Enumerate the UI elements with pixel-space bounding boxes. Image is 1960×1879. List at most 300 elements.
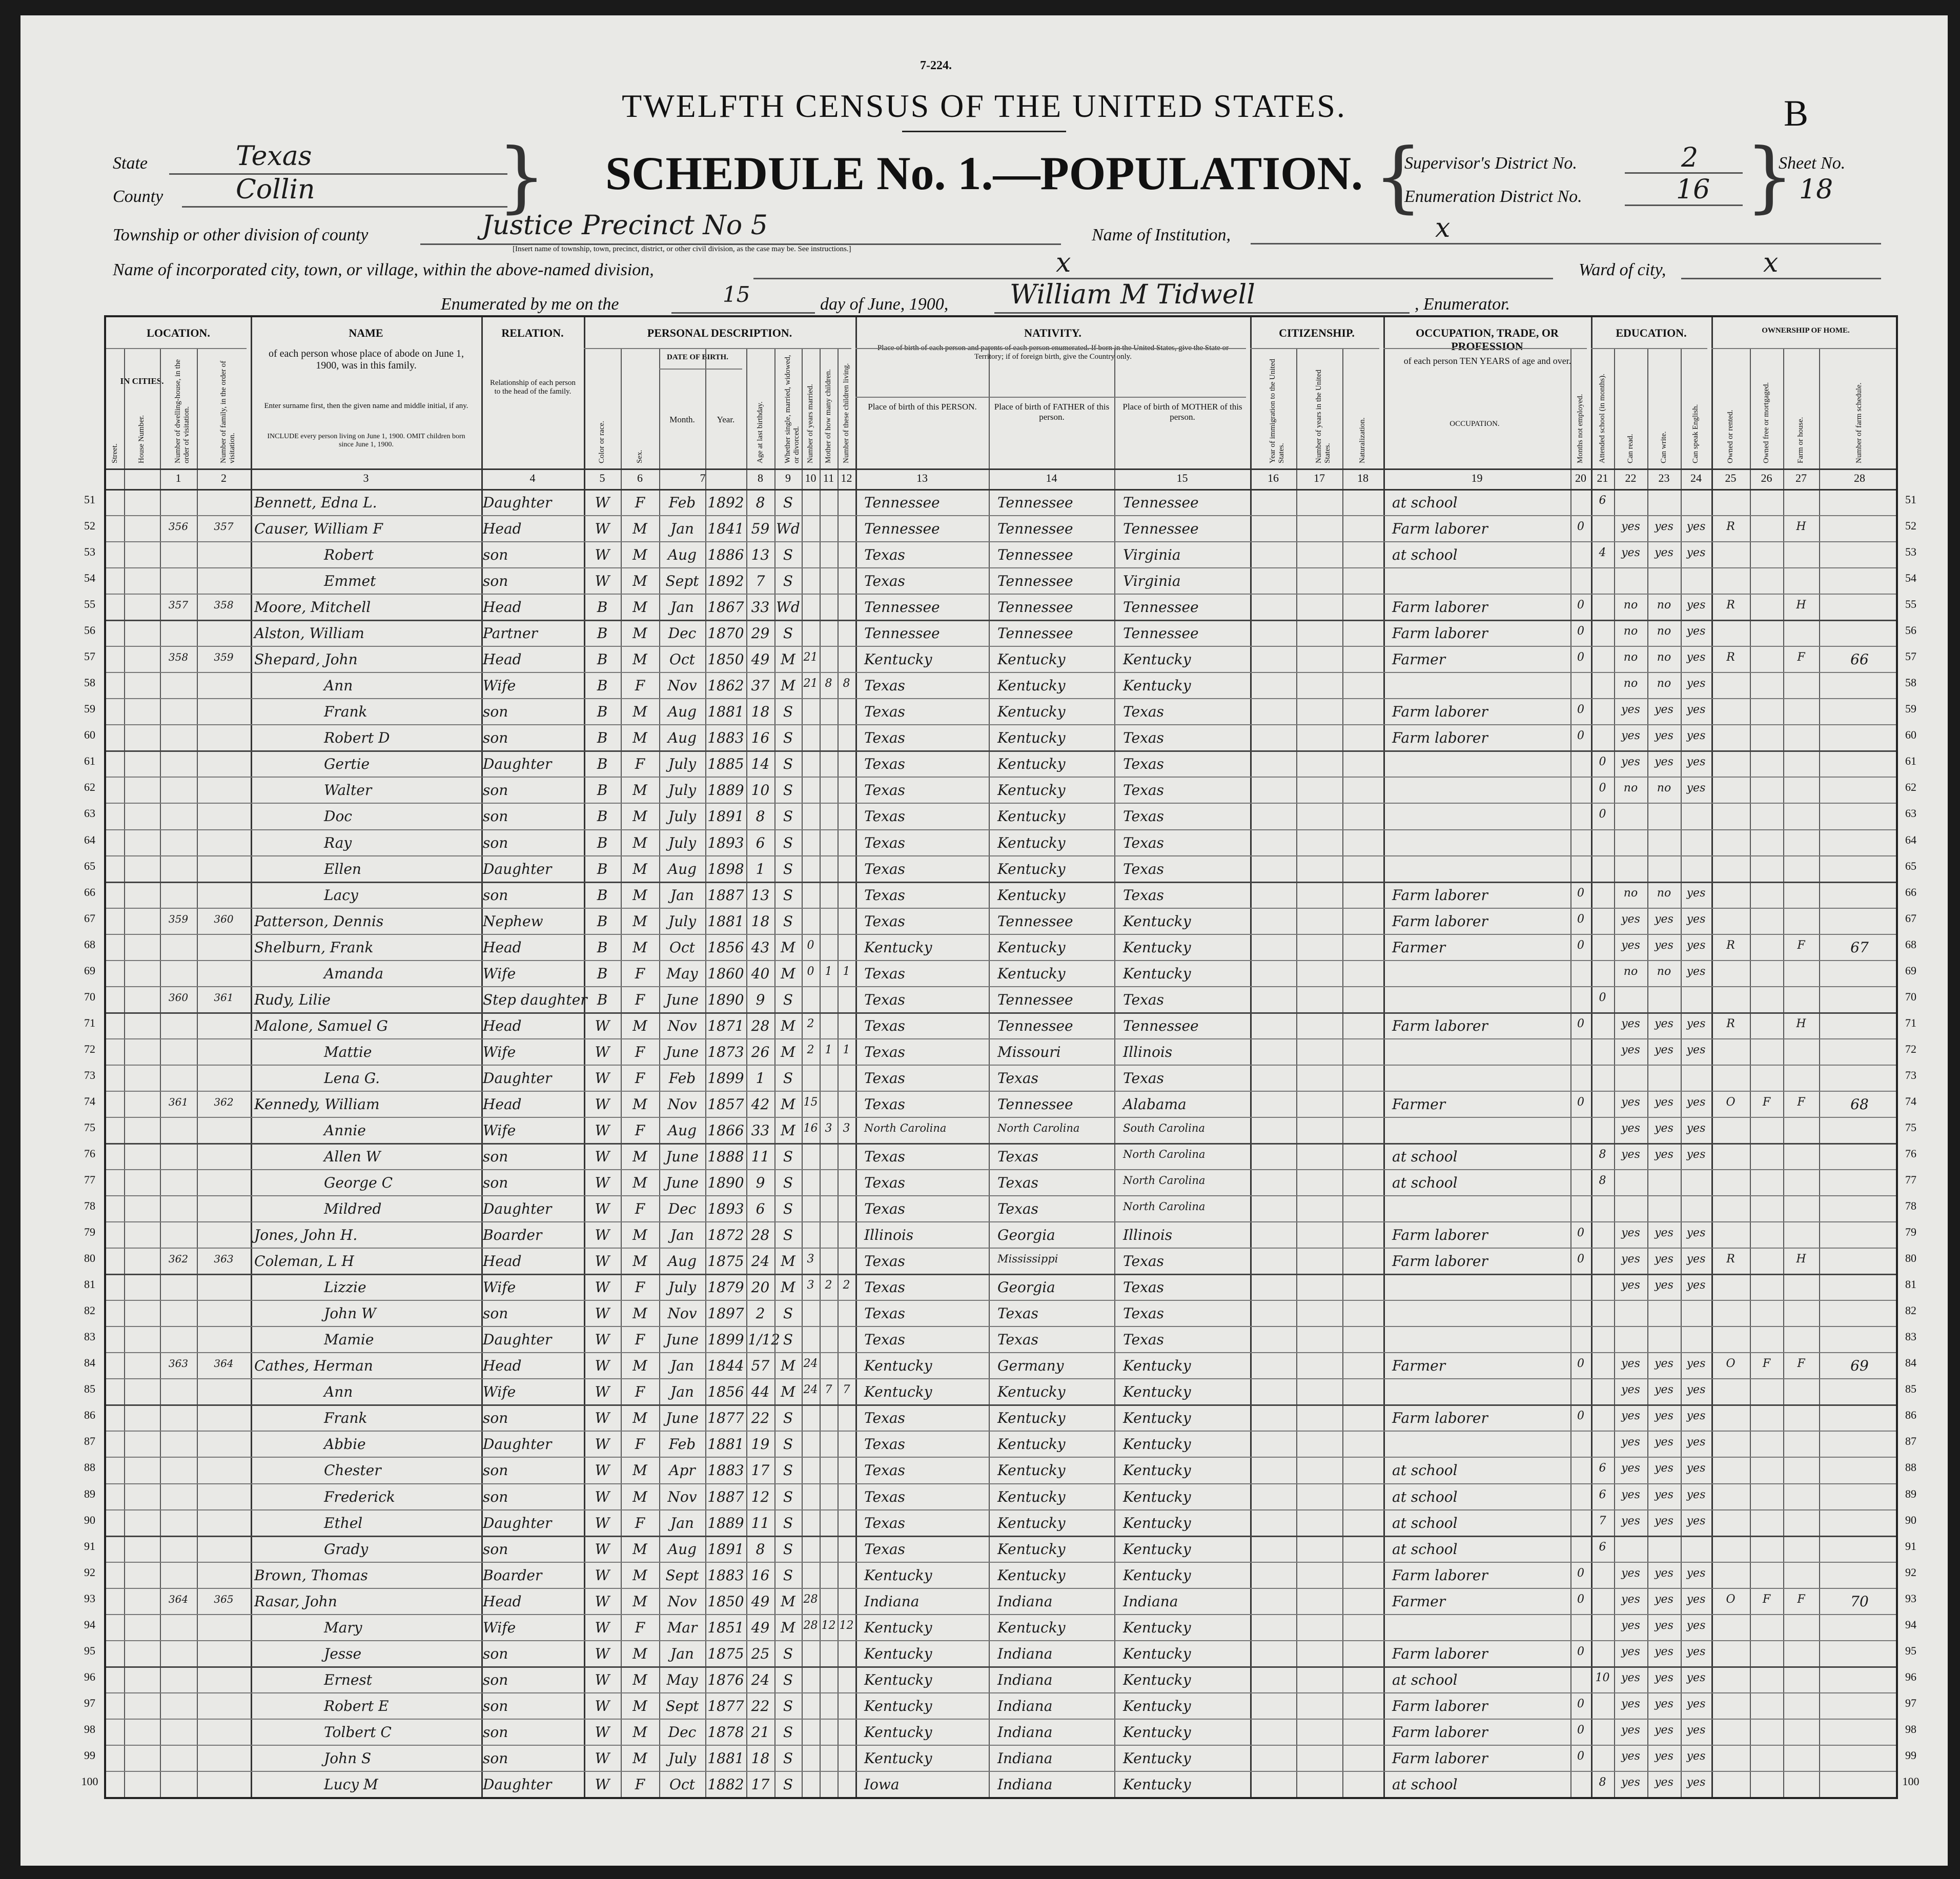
header-divider [1250, 348, 1379, 349]
relation: Wife [483, 1383, 516, 1401]
birthplace-person: Kentucky [864, 1697, 932, 1714]
color-race: W [595, 1357, 610, 1375]
occupation: at school [1392, 1148, 1458, 1165]
can-speak-english: yes [1686, 1723, 1706, 1737]
farm-or-house [1785, 913, 1818, 936]
vertical-label-street: Street. [110, 443, 119, 463]
can-write: yes [1655, 755, 1673, 769]
column-number: 27 [1795, 472, 1807, 484]
children-living: 12 [839, 1619, 854, 1632]
marital-status: S [783, 1305, 793, 1322]
color-race: B [597, 625, 608, 642]
birth-year: 1871 [707, 1017, 744, 1034]
relation: Head [483, 1017, 522, 1034]
marital-status: S [783, 625, 793, 642]
owned-rented [1713, 1645, 1748, 1668]
dwelling-number [161, 1567, 195, 1590]
dwelling-number: 359 [168, 912, 189, 925]
marital-status: S [783, 755, 793, 773]
owned-free-mortgaged [1751, 1044, 1782, 1067]
children-living [839, 520, 854, 543]
farm-schedule-number [1821, 834, 1898, 857]
table-row [106, 1457, 1900, 1483]
row-number-left: 80 [84, 1252, 95, 1265]
can-read: yes [1621, 1619, 1640, 1632]
birthplace-father: Indiana [997, 1749, 1053, 1767]
birthplace-person: Texas [864, 546, 905, 564]
row-number-left: 81 [84, 1278, 95, 1291]
birthplace-mother: Texas [1123, 755, 1164, 773]
birth-month: June [666, 1174, 699, 1192]
can-speak-english: yes [1686, 938, 1706, 952]
years-married [803, 1410, 818, 1433]
birth-month: Sept [665, 1566, 699, 1584]
row-number-left: 88 [84, 1461, 95, 1474]
birthplace-person: Texas [864, 1540, 905, 1558]
color-race: W [595, 1723, 610, 1741]
color-race: W [595, 1488, 610, 1505]
sex: M [632, 1357, 647, 1375]
row-number-right: 54 [1905, 571, 1916, 585]
school-months: 10 [1595, 1671, 1610, 1684]
children-living: 7 [843, 1383, 850, 1397]
children-living [839, 1096, 854, 1119]
children-born: 3 [825, 1121, 832, 1135]
children-born [821, 1357, 836, 1380]
school-months [1592, 1619, 1612, 1642]
occupation [1385, 573, 1576, 596]
farm-schedule-number [1821, 887, 1898, 910]
table-row [106, 620, 1900, 646]
row-number-left: 99 [84, 1748, 95, 1762]
row-number-left: 96 [84, 1670, 95, 1683]
family-number [198, 861, 249, 884]
school-months: 0 [1599, 991, 1606, 1004]
can-write: no [1657, 886, 1671, 900]
birthplace-person: Texas [864, 1331, 905, 1349]
birthplace-mother: Texas [1123, 1305, 1164, 1322]
birthplace-mother: Kentucky [1123, 1436, 1191, 1453]
owned-rented [1713, 913, 1748, 936]
row-number-right: 79 [1905, 1226, 1916, 1239]
months-unemployed [1572, 834, 1589, 857]
years-married [803, 546, 818, 569]
can-write [1649, 1331, 1679, 1354]
person-name: Mamie [324, 1331, 374, 1349]
can-read: yes [1621, 729, 1640, 743]
brace-left: } [497, 132, 546, 221]
school-months [1592, 651, 1612, 674]
family-number [198, 755, 249, 779]
can-write [1649, 1070, 1679, 1093]
birthplace-mother: Kentucky [1123, 651, 1191, 668]
dwelling-number [161, 782, 195, 805]
birthplace-father: Indiana [997, 1671, 1053, 1688]
person-name: Robert [324, 546, 374, 564]
birthplace-father: Tennessee [997, 912, 1073, 930]
children-living: 1 [843, 965, 850, 978]
can-write: no [1657, 651, 1671, 664]
birth-month: Feb [668, 494, 696, 511]
state-label: State [113, 154, 148, 173]
family-number [198, 1776, 249, 1799]
farm-or-house [1785, 1567, 1818, 1590]
can-speak-english: yes [1686, 886, 1706, 900]
birth-month: Mar [667, 1619, 698, 1636]
column-number: 23 [1658, 472, 1670, 484]
can-write: yes [1655, 1043, 1673, 1056]
can-read: yes [1621, 1462, 1640, 1475]
owned-rented [1713, 1776, 1748, 1799]
family-number [198, 1410, 249, 1433]
table-row [106, 489, 1900, 515]
relation: son [483, 808, 508, 825]
school-months: 6 [1599, 1540, 1606, 1554]
relation: Head [483, 599, 522, 616]
months-unemployed: 0 [1577, 886, 1584, 900]
can-read: yes [1621, 1671, 1640, 1684]
state-line [169, 148, 507, 175]
row-number-left: 55 [84, 598, 95, 611]
owned-free-mortgaged [1751, 494, 1782, 517]
birth-year: 1885 [707, 755, 744, 773]
school-months [1592, 599, 1612, 622]
months-unemployed [1572, 808, 1589, 831]
school-months [1592, 1044, 1612, 1067]
age: 1/12 [748, 1331, 780, 1349]
months-unemployed: 0 [1577, 1410, 1584, 1423]
vertical-label-can-write: Can write. [1659, 431, 1668, 463]
age: 33 [751, 1121, 770, 1139]
birthplace-mother: Illinois [1123, 1043, 1173, 1060]
can-write [1649, 1174, 1679, 1197]
family-number: 358 [214, 599, 234, 611]
dwelling-number [161, 965, 195, 988]
color-race: W [595, 1069, 610, 1087]
color-race: W [595, 1436, 610, 1453]
relation: Wife [483, 965, 516, 982]
birthplace-person: Texas [864, 912, 905, 930]
birthplace-person: Kentucky [864, 1723, 932, 1741]
relation: Head [483, 1095, 522, 1113]
table-row [106, 567, 1900, 594]
months-unemployed: 0 [1577, 1749, 1584, 1763]
birthplace-mother: South Carolina [1123, 1121, 1205, 1134]
owned-free-mortgaged [1751, 651, 1782, 674]
months-unemployed: 0 [1577, 1357, 1584, 1371]
person-name: Shepard, John [254, 651, 358, 668]
children-born [821, 729, 836, 752]
row-number-left: 94 [84, 1618, 95, 1631]
table-row [106, 1692, 1900, 1719]
birthplace-father: Kentucky [997, 1410, 1066, 1427]
school-months [1592, 1096, 1612, 1119]
can-read [1616, 573, 1646, 596]
owned-rented [1713, 834, 1748, 857]
owned-rented: R [1726, 520, 1735, 534]
birthplace-person: Kentucky [864, 1357, 932, 1375]
age: 8 [756, 494, 765, 511]
marital-status: M [781, 1619, 795, 1636]
can-speak-english: yes [1686, 1592, 1706, 1606]
dwelling-number [161, 1515, 195, 1538]
ward-line [1681, 255, 1881, 279]
family-number [198, 625, 249, 648]
color-race: W [595, 1566, 610, 1584]
dwelling-number [161, 1724, 195, 1747]
years-married [803, 625, 818, 648]
can-read: yes [1621, 1514, 1640, 1527]
can-write [1649, 834, 1679, 857]
age: 44 [751, 1383, 770, 1401]
person-name: Doc [324, 808, 352, 825]
children-living: 2 [843, 1279, 850, 1292]
row-number-left: 72 [84, 1042, 95, 1055]
relation: son [483, 573, 508, 590]
farm-schedule-number: 66 [1850, 651, 1869, 668]
relation: Step daughter [483, 991, 587, 1008]
farm-or-house [1785, 965, 1818, 988]
owned-rented [1713, 1279, 1748, 1302]
table-row [106, 1562, 1900, 1588]
marital-status: S [783, 1671, 793, 1688]
dwelling-number [161, 834, 195, 857]
sex: F [635, 991, 645, 1008]
can-write: yes [1655, 1357, 1673, 1371]
birthplace-father: Tennessee [997, 520, 1073, 538]
sex: F [635, 494, 645, 511]
marital-status: S [783, 1566, 793, 1584]
birthplace-mother: Virginia [1123, 546, 1181, 564]
birth-year: 1881 [707, 1749, 744, 1767]
birth-month: July [668, 1279, 697, 1296]
family-number [198, 729, 249, 752]
children-living: 3 [843, 1121, 850, 1135]
birthplace-person: Texas [864, 860, 905, 877]
can-write: yes [1655, 1749, 1673, 1763]
years-married: 21 [803, 651, 818, 664]
birth-month: July [668, 782, 697, 799]
person-name: Lena G. [324, 1069, 380, 1087]
column-number: 10 [805, 472, 816, 484]
row-number-right: 64 [1905, 833, 1916, 846]
sex: M [632, 1749, 647, 1767]
occupation: at school [1392, 1671, 1458, 1688]
dwelling-number [161, 1331, 195, 1354]
column-number: 20 [1575, 472, 1586, 484]
farm-or-house [1785, 573, 1818, 596]
column-number: 28 [1854, 472, 1865, 484]
birth-mother-label: Place of birth of MOTHER of this person. [1122, 402, 1242, 422]
occupation: at school [1392, 1540, 1458, 1558]
children-living [839, 1017, 854, 1040]
owned-rented [1713, 494, 1748, 517]
farm-schedule-number [1821, 1383, 1898, 1406]
can-write: yes [1655, 1566, 1673, 1580]
name-include: INCLUDE every person living on June 1, 1900. OMIT children born since June 1, 1900. [267, 433, 465, 449]
relation: Daughter [483, 1200, 552, 1218]
years-married [803, 494, 818, 517]
years-married: 28 [803, 1619, 818, 1632]
owned-rented [1713, 808, 1748, 831]
sex: F [635, 1619, 645, 1636]
person-name: Mattie [324, 1043, 372, 1060]
can-speak-english [1682, 1305, 1710, 1328]
birthplace-mother: Tennessee [1123, 1017, 1199, 1034]
marital-status: M [781, 677, 795, 695]
owned-rented [1713, 1541, 1748, 1564]
age: 9 [756, 991, 765, 1008]
birth-month: Jan [670, 1645, 694, 1662]
can-speak-english: yes [1686, 520, 1706, 534]
months-unemployed [1572, 861, 1589, 884]
age: 59 [751, 520, 770, 538]
years-married [803, 887, 818, 910]
row-number-right: 85 [1905, 1382, 1916, 1396]
row-number-right: 99 [1905, 1748, 1916, 1762]
family-number: 364 [214, 1357, 234, 1370]
row-number-right: 71 [1905, 1016, 1916, 1029]
birthplace-mother: Kentucky [1123, 1357, 1191, 1375]
birthplace-father: Kentucky [997, 834, 1066, 851]
marital-status: S [783, 912, 793, 930]
row-number-right: 63 [1905, 807, 1916, 820]
children-born [821, 939, 836, 962]
months-unemployed [1572, 1541, 1589, 1564]
owned-free-mortgaged [1751, 755, 1782, 779]
children-born: 1 [825, 965, 832, 978]
vertical-label-dwelling: Number of dwelling-house, in the order of visitation. [174, 359, 191, 463]
birth-year: 1877 [707, 1410, 744, 1427]
birth-month: Aug [667, 546, 697, 564]
birthplace-person: Texas [864, 886, 905, 904]
owned-free-mortgaged [1751, 1122, 1782, 1145]
family-number [198, 1436, 249, 1459]
enum-by-label: Enumerated by me on the [441, 295, 619, 314]
table-row [106, 1221, 1900, 1248]
farm-or-house [1785, 494, 1818, 517]
birthplace-mother: Virginia [1123, 573, 1181, 590]
occupation [1385, 1436, 1576, 1459]
owned-rented [1713, 755, 1748, 779]
relation: Wife [483, 1279, 516, 1296]
sex: M [632, 729, 647, 747]
name-desc: of each person whose place of abode on June 1, 1900, was in this family. [269, 348, 464, 371]
person-name: Ray [324, 834, 352, 851]
family-number [198, 1515, 249, 1538]
table-row [106, 541, 1900, 567]
age: 49 [751, 1619, 770, 1636]
farm-or-house: F [1797, 1357, 1805, 1371]
birthplace-father: Kentucky [997, 729, 1066, 747]
can-speak-english: yes [1686, 1749, 1706, 1763]
birth-month: July [668, 755, 697, 773]
children-living [839, 1410, 854, 1433]
farm-or-house [1785, 1515, 1818, 1538]
can-speak-english: yes [1686, 1148, 1706, 1161]
farm-or-house [1785, 1200, 1818, 1223]
birthplace-father: Indiana [997, 1697, 1053, 1714]
family-number [198, 1541, 249, 1564]
birth-month: Aug [667, 703, 697, 721]
table-row [106, 1640, 1900, 1666]
color-race: B [597, 782, 608, 799]
column-number: 5 [599, 472, 605, 484]
family-number [198, 1148, 249, 1171]
farm-or-house [1785, 1698, 1818, 1721]
sex: M [632, 1174, 647, 1192]
can-write: yes [1655, 1462, 1673, 1475]
can-read: yes [1621, 1017, 1640, 1030]
children-born [821, 1305, 836, 1328]
birthplace-mother: Alabama [1123, 1095, 1187, 1113]
dwelling-number [161, 887, 195, 910]
months-unemployed: 0 [1577, 1095, 1584, 1109]
can-write [1649, 494, 1679, 517]
marital-status: S [783, 1462, 793, 1479]
owned-free-mortgaged [1751, 1488, 1782, 1512]
school-months [1592, 1279, 1612, 1302]
birthplace-mother: Texas [1123, 729, 1164, 747]
birthplace-father: Kentucky [997, 965, 1066, 982]
vertical-label-immigration: Year of immigration to the United States. [1269, 359, 1285, 463]
farm-or-house [1785, 834, 1818, 857]
color-race: B [597, 703, 608, 721]
can-write: yes [1655, 1514, 1673, 1527]
birth-year: 1877 [707, 1697, 744, 1714]
sex: F [635, 1331, 645, 1349]
can-write: no [1657, 965, 1671, 978]
table-row [106, 1300, 1900, 1326]
farm-schedule-number [1821, 520, 1898, 543]
age: 40 [751, 965, 770, 982]
owned-free-mortgaged [1751, 1200, 1782, 1223]
birth-person-label: Place of birth of this PERSON. [868, 402, 977, 412]
column-number: 17 [1314, 472, 1325, 484]
row-number-right: 76 [1905, 1147, 1916, 1160]
owned-free-mortgaged [1751, 1541, 1782, 1564]
birth-month: July [668, 1749, 697, 1767]
can-write: yes [1655, 1671, 1673, 1684]
vertical-label-children-living: Number of these children living. [842, 363, 850, 463]
marital-status: M [781, 1017, 795, 1034]
family-number [198, 1698, 249, 1721]
birth-year: 1886 [707, 546, 744, 564]
column-number: 4 [529, 472, 536, 484]
vertical-label-months-unemployed: Months not employed. [1576, 394, 1584, 463]
schedule-title: SCHEDULE No. 1.—POPULATION. [605, 147, 1363, 199]
years-married: 21 [803, 677, 818, 690]
person-name: Brown, Thomas [254, 1566, 368, 1584]
birthplace-person: Texas [864, 703, 905, 721]
color-race: W [595, 573, 610, 590]
birth-month: Jan [670, 1383, 694, 1401]
children-born [821, 1017, 836, 1040]
children-living [839, 887, 854, 910]
birth-month: Oct [669, 938, 695, 956]
school-months: 0 [1599, 808, 1606, 821]
can-speak-english: yes [1686, 1043, 1706, 1056]
farm-schedule-number [1821, 1567, 1898, 1590]
row-number-left: 87 [84, 1435, 95, 1448]
children-born [821, 1410, 836, 1433]
color-race: B [597, 808, 608, 825]
marital-status: S [783, 1488, 793, 1505]
birthplace-father: Kentucky [997, 1566, 1066, 1584]
sex: M [632, 1723, 647, 1741]
can-speak-english: yes [1686, 677, 1706, 690]
person-name: Robert E [324, 1697, 389, 1714]
